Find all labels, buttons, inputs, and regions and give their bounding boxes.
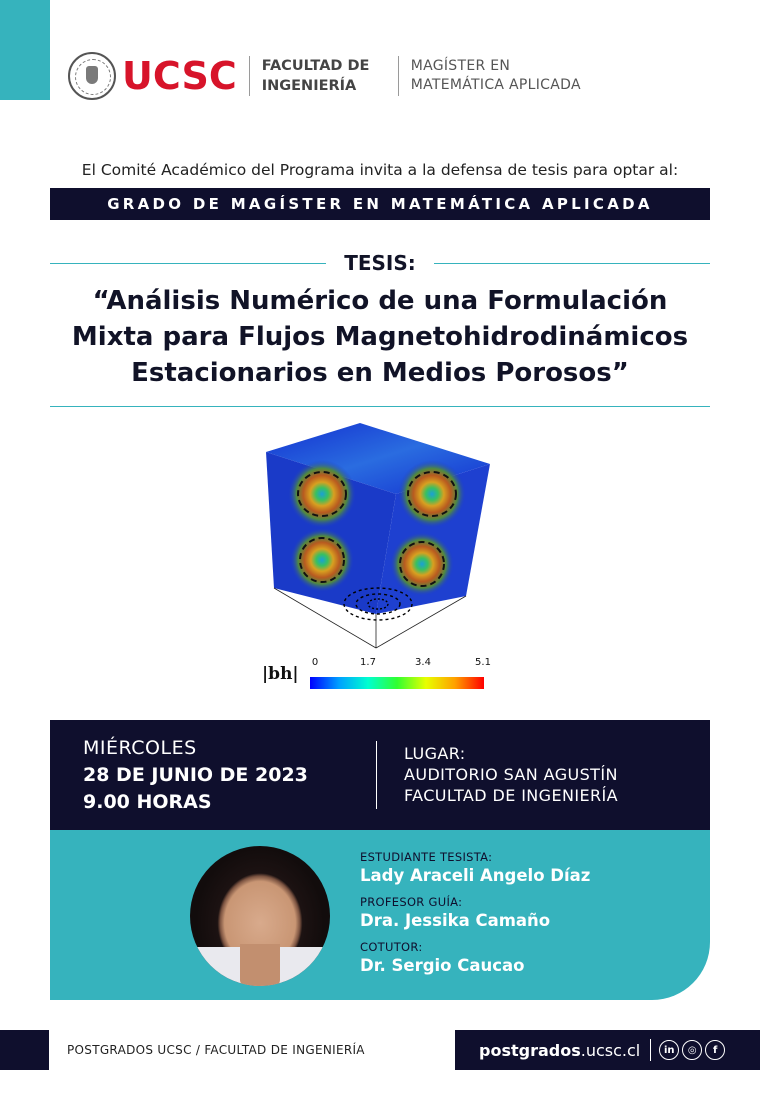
faculty-name [262,56,386,96]
header-divider [249,56,250,96]
linkedin-icon[interactable]: in [659,1040,679,1060]
colorbar-tick: 0 [311,657,319,668]
student-role: ESTUDIANTE TESISTA: [360,850,493,864]
coadvisor-name: Dr. Sergio Caucao [360,956,525,975]
colorbar-label: |bh| [262,664,299,684]
colorbar-tick: 1.7 [360,657,376,668]
divider-line [50,263,326,264]
place-line-1: AUDITORIO SAN AGUSTÍN [404,765,618,784]
event-divider [376,741,377,809]
colorbar-ticks [305,657,495,671]
ucsc-logo: UCSC [122,54,237,98]
place-label: LUGAR: [404,744,466,763]
faculty-line-1: FACULTAD DE [261,58,370,74]
event-when [83,735,308,816]
student-name: Lady Araceli Angelo Díaz [360,866,591,885]
program-line-2: MATEMÁTICA APLICADA [410,77,581,93]
event-time: 9.00 HORAS [83,791,212,813]
site-link-bold[interactable]: postgrados [479,1040,581,1060]
divider-line [50,406,710,407]
facebook-icon[interactable]: f [705,1040,725,1060]
thesis-heading-row [50,250,710,276]
thesis-title-line-3: Estacionarios en Medios Porosos” [131,358,629,388]
university-seal-icon [68,52,116,100]
colorbar-tick: 3.4 [415,657,431,668]
footer-accent [0,1030,49,1070]
student-photo [190,846,330,986]
invitation-text: El Comité Académico del Programa invita a la defensa de tesis para optar al: [81,161,679,179]
people-list [360,850,590,985]
site-link-domain[interactable]: .ucsc.cl [580,1040,641,1060]
footer-site-bar [455,1030,760,1070]
people-panel [50,830,710,1000]
thesis-label: TESIS: [344,251,416,275]
event-day: MIÉRCOLES [83,737,197,759]
program-line-1: MAGÍSTER EN [410,58,511,74]
program-name [411,57,581,95]
thesis-title-line-1: “Análisis Numérico de una Formulación [92,286,668,316]
footer-divider [650,1039,651,1061]
simulation-figure [250,418,510,698]
advisor-role: PROFESOR GUÍA: [360,895,463,909]
thesis-title-line-2: Mixta para Flujos Magnetohidrodinámicos [71,322,689,352]
event-where [404,743,618,806]
event-info-bar [50,720,710,830]
advisor-name: Dra. Jessika Camaño [360,911,551,930]
instagram-icon[interactable]: ◎ [682,1040,702,1060]
colorbar-tick: 5.1 [475,657,491,668]
colorbar [310,677,484,689]
faculty-line-2: INGENIERÍA [261,78,357,94]
divider-line [434,263,710,264]
header-divider [398,56,399,96]
thesis-title [40,283,720,391]
degree-banner: GRADO DE MAGÍSTER EN MATEMÁTICA APLICADA [50,188,710,220]
footer-text: POSTGRADOS UCSC / FACULTAD DE INGENIERÍA [67,1043,365,1057]
event-date: 28 DE JUNIO DE 2023 [83,764,308,786]
header [68,48,581,104]
teal-corner-accent [0,0,50,100]
coadvisor-role: COTUTOR: [360,940,423,954]
place-line-2: FACULTAD DE INGENIERÍA [404,786,618,805]
